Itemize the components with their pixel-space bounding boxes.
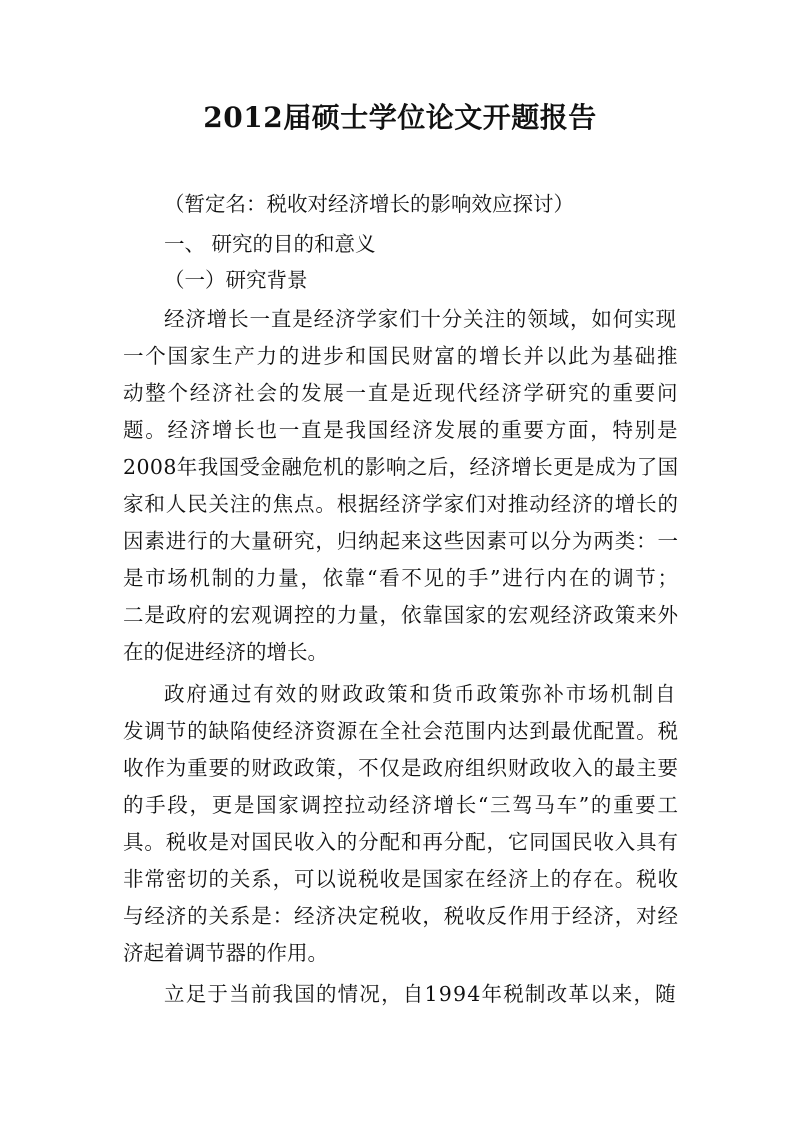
- paragraph-1-line-4: 题。经济增长也一直是我国经济发展的重要方面，特别是: [123, 418, 680, 442]
- paragraph-1-line-6: 家和人民关注的焦点。根据经济学家们对推动经济的增长的: [123, 492, 679, 516]
- document-subtitle: （暂定名：税收对经济增长的影响效应探讨）: [164, 192, 574, 216]
- paragraph-1-line-5: 2008年我国受金融危机的影响之后，经济增长更是成为了国: [123, 455, 679, 479]
- paragraph-2-line-4: 的手段，更是国家调控拉动经济增长“三驾马车”的重要工: [123, 793, 680, 817]
- section-heading: 一、 研究的目的和意义: [164, 232, 376, 256]
- paragraph-1-line-3: 动整个经济社会的发展一直是近现代经济学研究的重要问: [123, 381, 680, 405]
- paragraph-1-line-2: 一个国家生产力的进步和国民财富的增长并以此为基础推: [123, 344, 680, 368]
- paragraph-2-line-6: 非常密切的关系，可以说税收是国家在经济上的存在。税收: [123, 867, 679, 891]
- paragraph-2-line-7: 与经济的关系是：经济决定税收，税收反作用于经济，对经: [123, 904, 679, 928]
- paragraph-1-line-8: 是市场机制的力量，依靠“看不见的手”进行内在的调节；: [123, 566, 680, 590]
- paragraph-1-line-10: 在的促进经济的增长。: [123, 640, 328, 664]
- paragraph-2-line-2: 发调节的缺陷使经济资源在全社会范围内达到最优配置。税: [123, 719, 679, 743]
- document-title: 2012届硕士学位论文开题报告: [203, 101, 597, 134]
- paragraph-2-line-5: 具。税收是对国民收入的分配和再分配，它同国民收入具有: [123, 830, 679, 854]
- paragraph-1-line-9: 二是政府的宏观调控的力量，依靠国家的宏观经济政策来外: [123, 603, 679, 627]
- paragraph-1-line-7: 因素进行的大量研究，归纳起来这些因素可以分为两类：一: [123, 529, 679, 553]
- subsection-heading: （一）研究背景: [164, 268, 308, 292]
- paragraph-2-line-3: 收作为重要的财政政策，不仅是政府组织财政收入的最主要: [123, 756, 679, 780]
- paragraph-1-line-1: 经济增长一直是经济学家们十分关注的领域，如何实现: [164, 307, 677, 331]
- paragraph-3-line-1: 立足于当前我国的情况，自1994年税制改革以来，随: [164, 982, 677, 1006]
- paragraph-2-line-1: 政府通过有效的财政政策和货币政策弥补市场机制自: [164, 682, 678, 706]
- paragraph-2-line-8: 济起着调节器的作用。: [123, 941, 328, 965]
